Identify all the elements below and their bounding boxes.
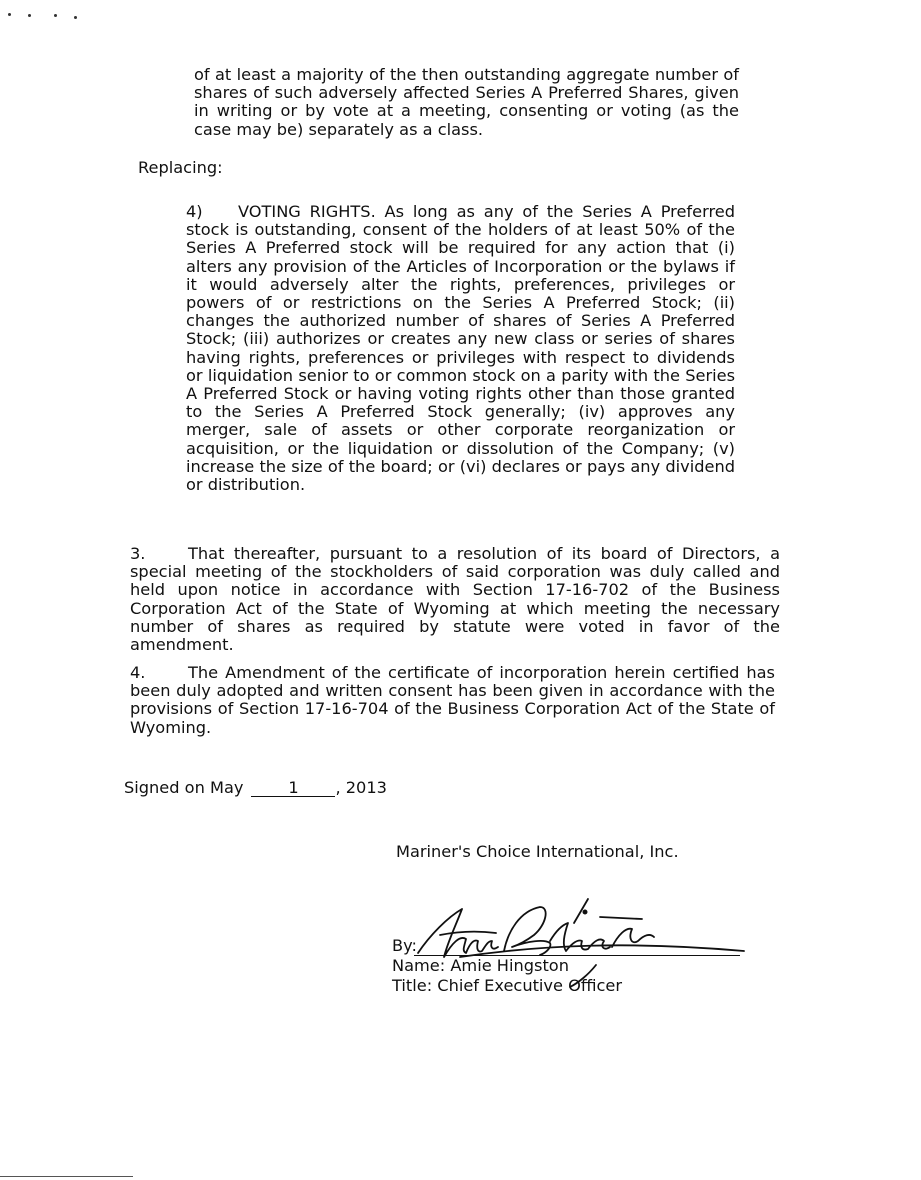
by-label: By: [392,936,417,955]
signed-prefix: Signed on May [124,778,244,797]
signed-date-line [124,779,387,797]
signed-day: 1 [251,780,335,797]
item-3-number: 3. [130,544,146,563]
item-4-number: 4. [130,663,146,682]
voting-rights-text: VOTING RIGHTS. As long as any of the Series A Preferred stock is outstanding, consent of the holders of at least 50% of the Series A Preferred stock will be required for any action that (i) alters any provision of the Articles of Incorporation or the bylaws if it would adversely alter the rights, preferences, privileges or powers of or restrictions on the Series A Preferred Stock; (ii) changes the authorized number of shares of Series A Preferred Stock; (iii) authorizes or creates any new class or series of shares having rights, preferences or privileges with respect to dividends or liquidation senior to or common stock on a parity with the Series A Preferred Stock or having voting rights other than those granted to the Series A Preferred Stock generally; (iv) approves any merger, sale of assets or other corporate reorganization or acquisition, or the liquidation or dissolution of the Company; (v) increase the size of the board; or (vi) declares or pays any dividend or distribution. [186,202,735,495]
signed-suffix: , 2013 [335,778,387,797]
item-3-text: That thereafter, pursuant to a resolution of its board of Directors, a special meeting of the stockholders of said corporation was duly called and held upon notice in accordance with Section 17-16-702 of the Business Corporation Act of the State of Wyoming at which meeting the necessary number of shares as required by statute were voted in favor of the amendment. [130,544,780,655]
voting-rights-section [186,203,735,494]
item-4-text: The Amendment of the certificate of incorporation herein certified has been duly adopted and written consent has been given in accordance with the provisions of Section 17-16-704 of the Business Corporation Act of the State of Wyoming. [130,663,775,737]
footer-rule [0,1176,133,1177]
intro-paragraph: of at least a majority of the then outstanding aggregate number of shares of such adversely affected Series A Preferred Shares, given in writing or by vote at a meeting, consenting or voting (as the case may be) separately as a class. [194,65,739,139]
signer-name: Name: Amie Hingston [392,956,569,975]
item-3-paragraph [130,545,780,654]
replacing-label: Replacing: [138,158,223,177]
scan-specks [8,8,88,22]
voting-rights-number: 4) [186,202,203,221]
item-4-paragraph [130,664,775,737]
company-name: Mariner's Choice International, Inc. [396,842,679,861]
handwritten-signature [400,895,745,1005]
signer-title: Title: Chief Executive Officer [392,976,623,995]
